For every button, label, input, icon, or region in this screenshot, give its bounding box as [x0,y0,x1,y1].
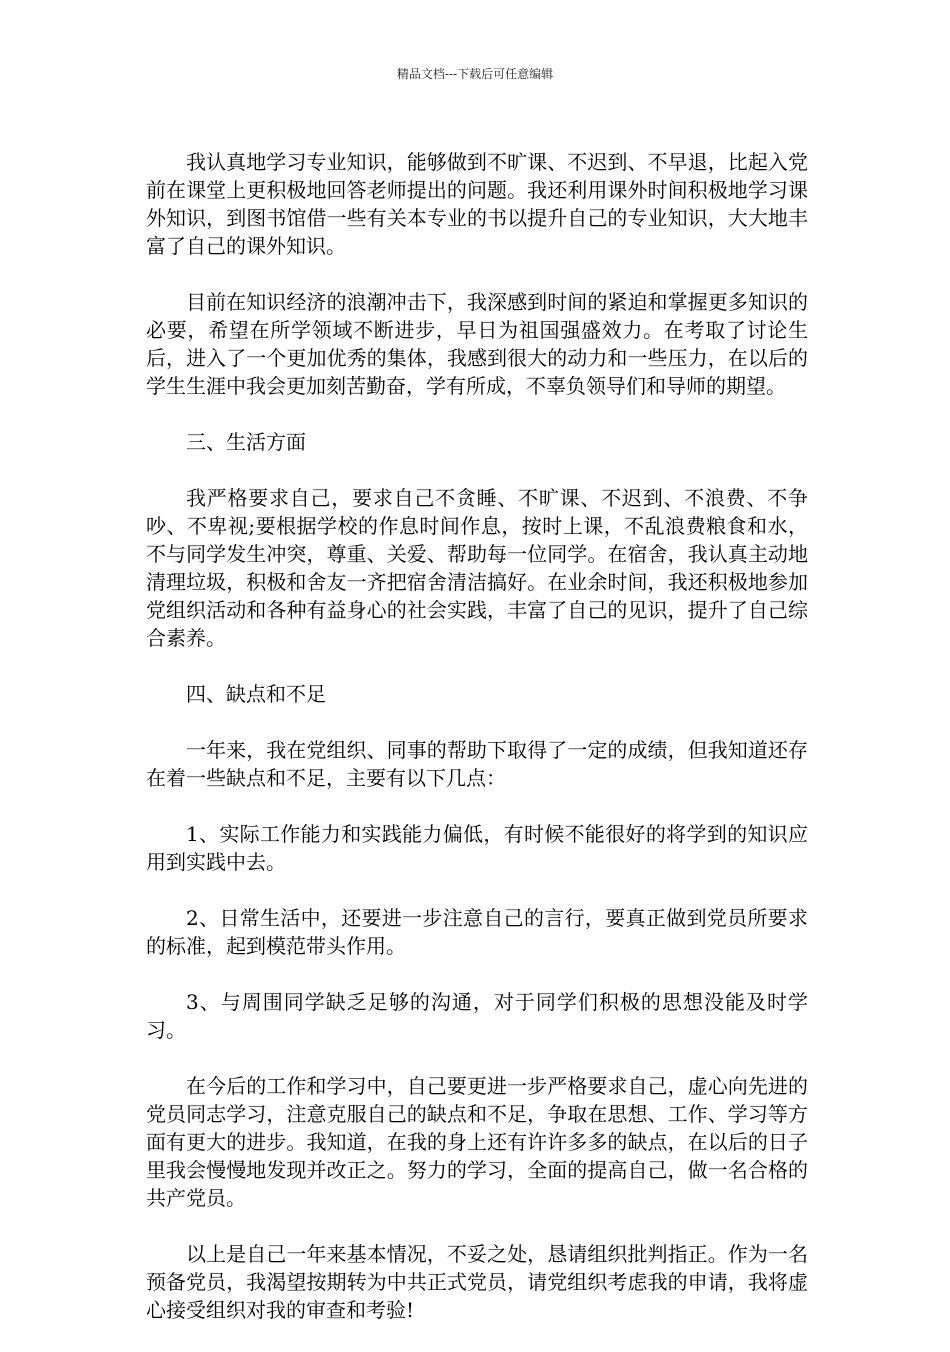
document-body [146,148,808,1352]
paragraph-future: 在今后的工作和学习中，自己要更进一步严格要求自己，虚心向先进的党员同志学习，注意克服自己的缺点和不足，争取在思想、工作、学习等方面有更大的进步。我知道，在我的身上还有许许多多的缺点，在以后的日子里我会慢慢地发现并改正之。努力的学习，全面的提高自己，做一名合格的共产党员。 [146,1074,808,1210]
paragraph-life: 我严格要求自己，要求自己不贪睡、不旷课、不迟到、不浪费、不争吵、不卑视;要根据学校的作息时间作息，按时上课，不乱浪费粮食和水，不与同学发生冲突，尊重、关爱、帮助每一位同学。在宿舍，我认真主动地清理垃圾，积极和舍友一齐把宿舍清洁搞好。在业余时间，我还积极地参加党组织活动和各种有益身心的社会实践，丰富了自己的见识，提升了自己综合素养。 [146,486,808,650]
list-item-shortcoming-3: 3、与周围同学缺乏足够的沟通，对于同学们积极的思想没能及时学习。 [146,990,808,1042]
section-heading-shortcomings: 四、缺点和不足 [186,682,326,706]
paragraph-conclusion: 以上是自己一年来基本情况，不妥之处，恳请组织批判指正。作为一名预备党员，我渴望按期转为中共正式党员，请党组织考虑我的申请，我将虚心接受组织对我的审查和考验! [146,1242,808,1322]
section-heading-life: 三、生活方面 [186,430,306,454]
list-item-shortcoming-1: 1、实际工作能力和实践能力偏低，有时候不能很好的将学到的知识应用到实践中去。 [146,822,808,874]
paragraph-goals: 目前在知识经济的浪潮冲击下，我深感到时间的紧迫和掌握更多知识的必要，希望在所学领域不断进步，早日为祖国强盛效力。在考取了讨论生后，进入了一个更加优秀的集体，我感到很大的动力和一些压力，在以后的学生生涯中我会更加刻苦勤奋，学有所成，不辜负领导们和导师的期望。 [146,290,808,398]
list-item-shortcoming-2: 2、日常生活中，还要进一步注意自己的言行，要真正做到党员所要求的标准，起到模范带头作用。 [146,906,808,958]
paragraph-study: 我认真地学习专业知识，能够做到不旷课、不迟到、不早退，比起入党前在课堂上更积极地回答老师提出的问题。我还利用课外时间积极地学习课外知识，到图书馆借一些有关本专业的书以提升自己的专业知识，大大地丰富了自己的课外知识。 [146,150,808,258]
paragraph-shortcomings-intro: 一年来，我在党组织、同事的帮助下取得了一定的成绩，但我知道还存在着一些缺点和不足，主要有以下几点： [146,738,808,790]
page-header: 精品文档---下载后可任意编辑 [396,67,554,81]
